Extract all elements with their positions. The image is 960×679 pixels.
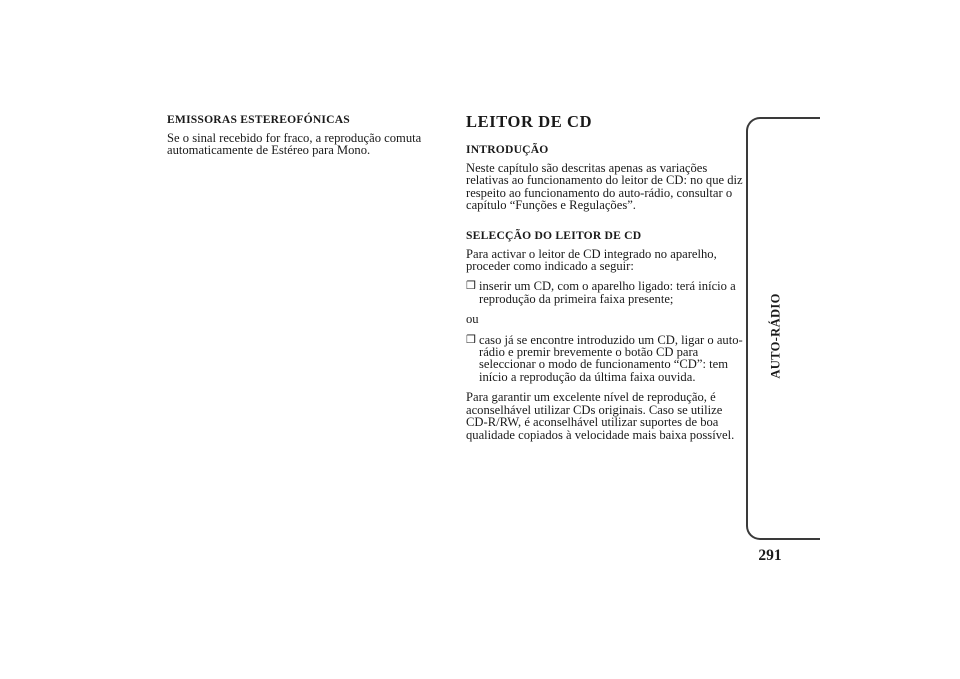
list-item-text: caso já se encontre introduzido um CD, ligar o auto-rádio e premir brevemente o botão CD para seleccionar o modo de funcionamento “CD”: tem início a reprodução da última faixa ouvida. [479, 332, 743, 384]
list-item [466, 280, 746, 305]
section-heading-cd-selection: SELECÇÃO DO LEITOR DE CD [466, 228, 642, 242]
left-column [167, 114, 452, 165]
checkbox-bullet-icon: ❒ [466, 333, 476, 346]
page-number: 291 [758, 547, 782, 564]
side-tab-title-text: AUTO-RÁDIO [768, 293, 783, 379]
side-tab-title [766, 293, 786, 379]
stereo-stations-paragraph: Se o sinal recebido for fraco, a reprodução comuta automaticamente de Estéreo para Mono. [167, 131, 422, 158]
list-item [466, 334, 746, 384]
section-heading-stereo-stations: EMISSORAS ESTEREOFÓNICAS [167, 113, 350, 126]
introduction-paragraph: Neste capítulo são descritas apenas as variações relativas ao funcionamento do leitor de CD: no que diz respeito ao funcionamento do auto-rádio, consultar o capítulo “Funções e Regulações”. [466, 161, 743, 213]
chapter-title: LEITOR DE CD [466, 112, 593, 131]
right-column [466, 114, 746, 449]
section-heading-introduction: INTRODUÇÃO [466, 143, 549, 156]
list-item-text: inserir um CD, com o aparelho ligado: terá início a reprodução da primeira faixa presente; [479, 279, 736, 306]
checkbox-bullet-icon: ❒ [466, 280, 476, 293]
or-text: ou [466, 312, 479, 327]
cd-selection-paragraph: Para activar o leitor de CD integrado no aparelho, proceder como indicado a seguir: [466, 246, 717, 274]
closing-paragraph: Para garantir um excelente nível de reprodução, é aconselhável utilizar CDs originais. Caso se utilize CD-R/RW, é aconselhável utilizar suportes de boa qualidade copiados à velocidade mais baixa possível. [466, 390, 735, 442]
